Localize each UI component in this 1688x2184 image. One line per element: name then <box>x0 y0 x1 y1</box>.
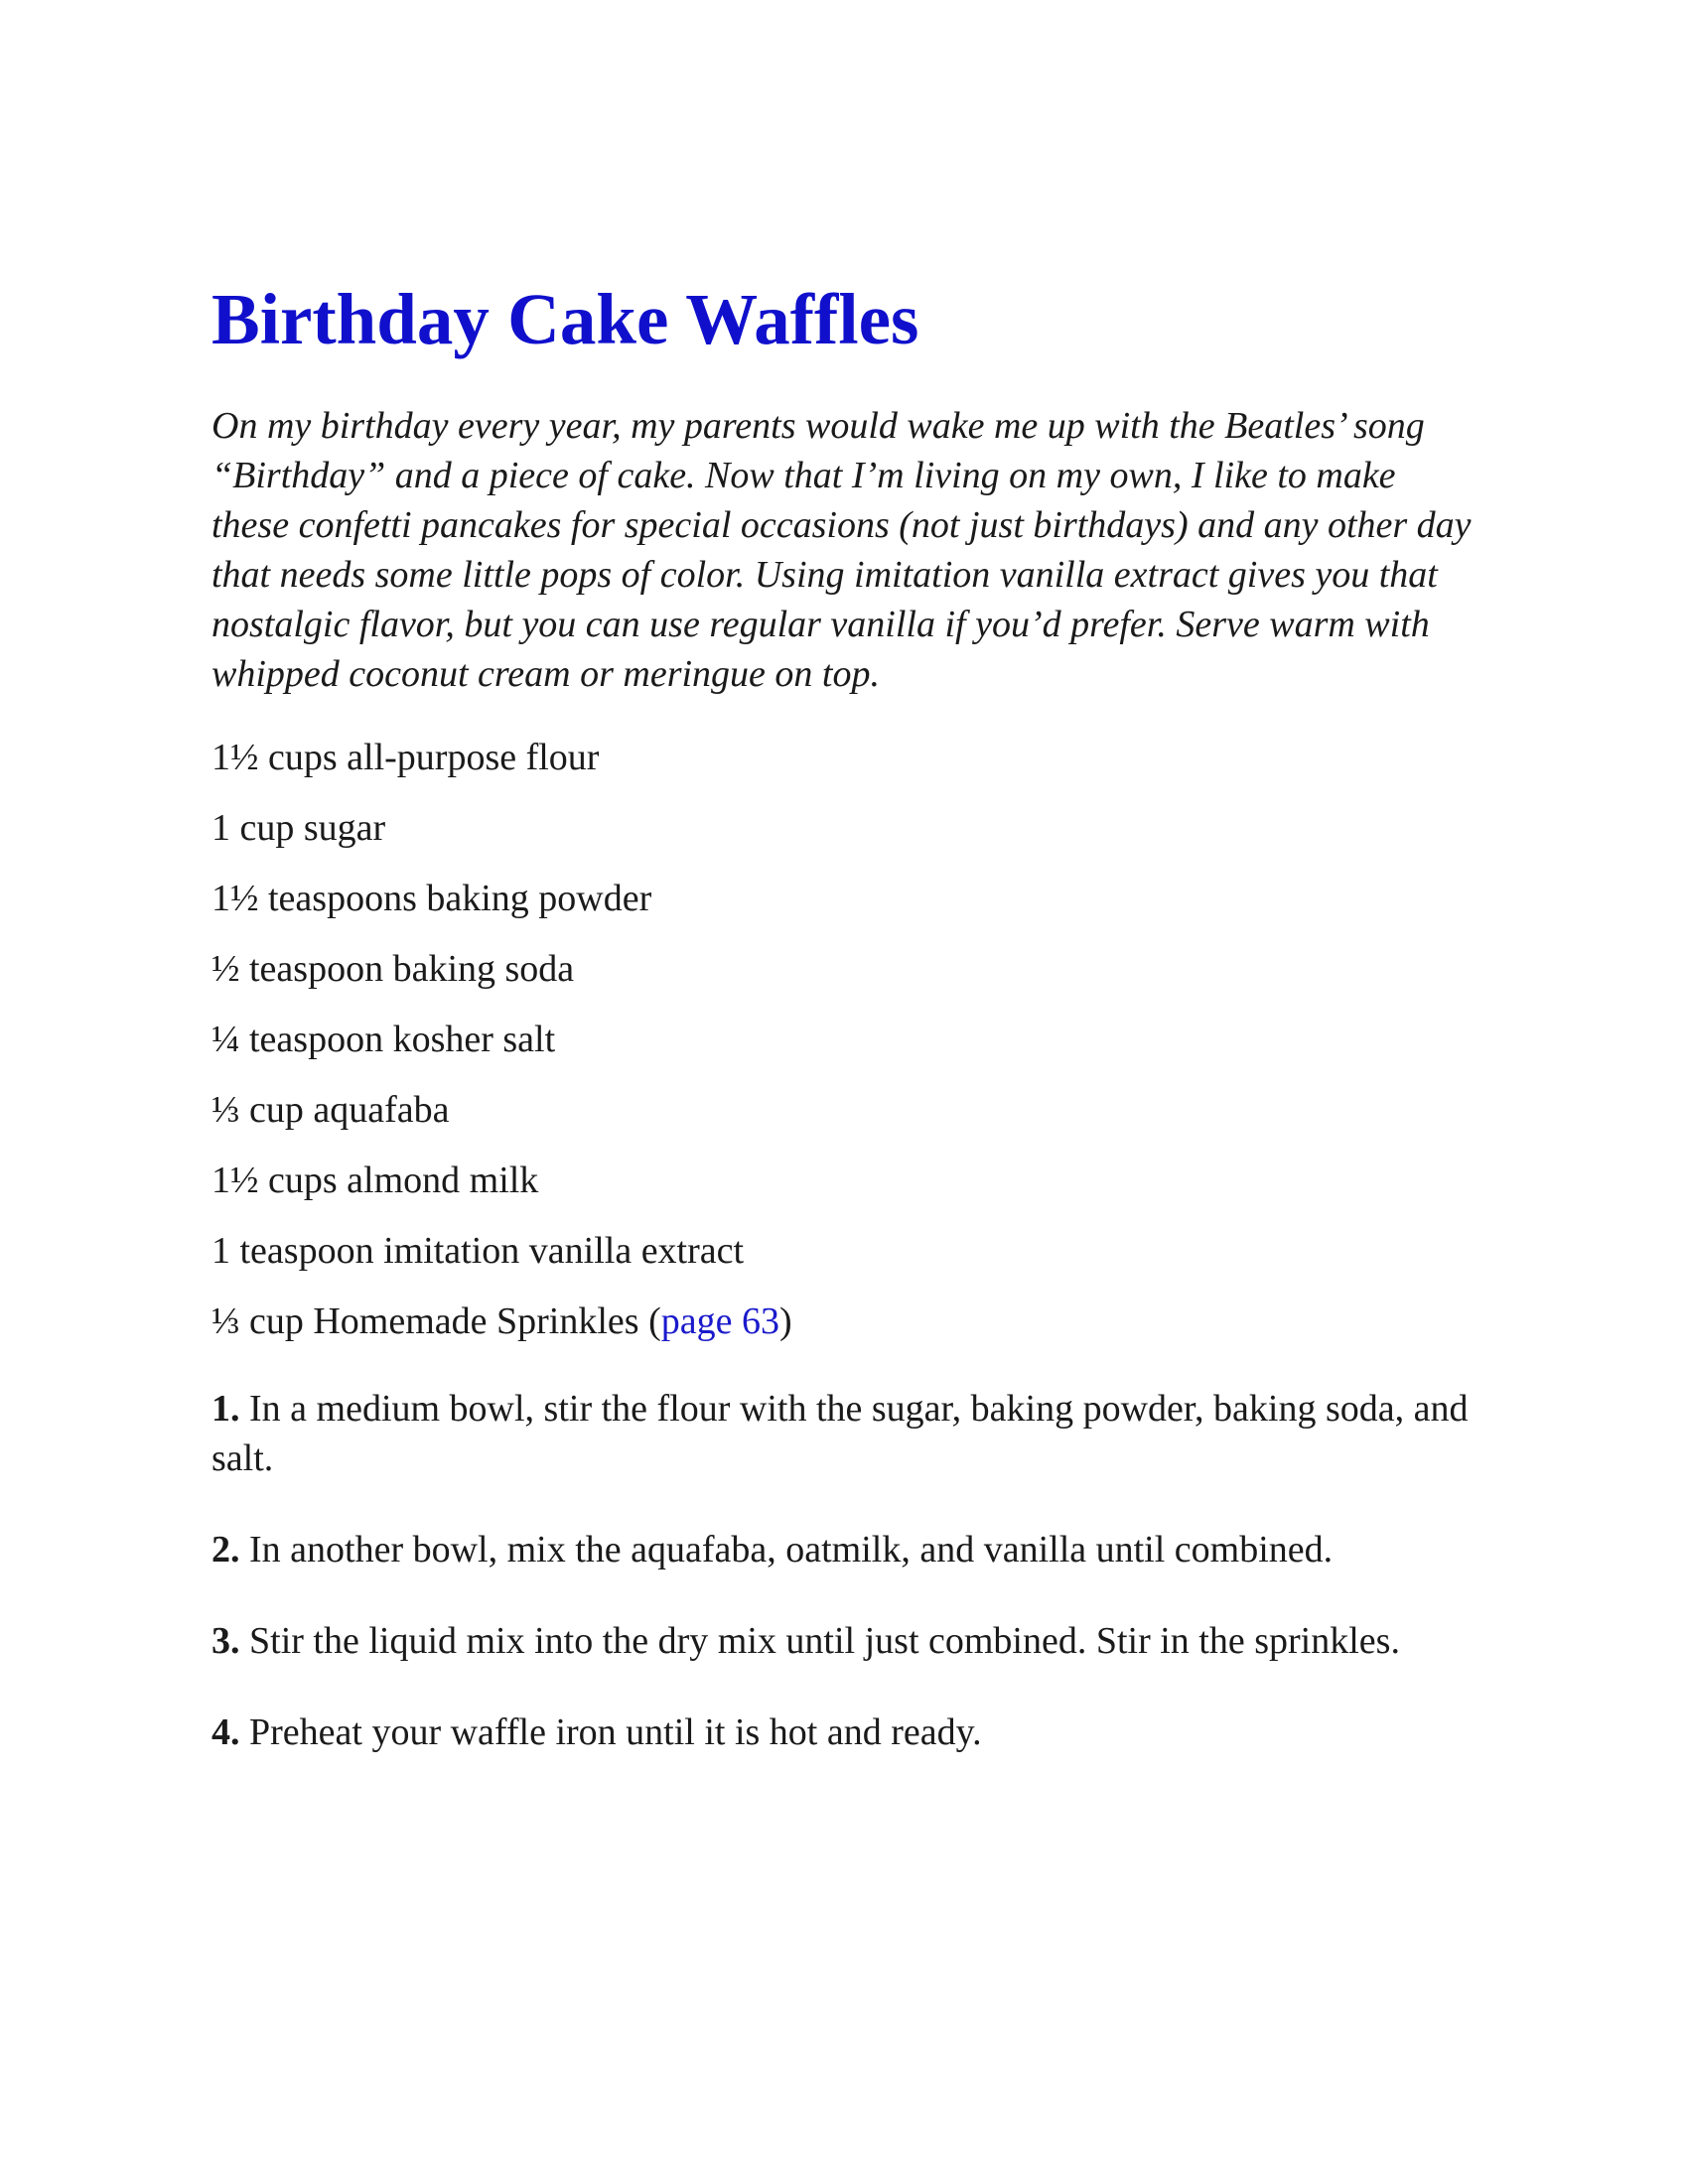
ingredient-item-sprinkles <box>211 1298 1482 1344</box>
step-item <box>211 1384 1482 1483</box>
ingredient-item: 1 cup sugar <box>211 807 386 849</box>
ingredient-item: ⅓ cup aquafaba <box>211 1089 450 1131</box>
step-number: 1. <box>211 1388 240 1430</box>
step-number: 4. <box>211 1711 240 1753</box>
ingredient-item: 1½ cups almond milk <box>211 1160 539 1201</box>
ingredient-item: 1½ teaspoons baking powder <box>211 878 652 919</box>
step-text: Stir the liquid mix into the dry mix until just combined. Stir in the sprinkles. <box>239 1620 1400 1662</box>
ingredient-item: ½ teaspoon baking soda <box>211 948 575 990</box>
recipe-title: Birthday Cake Waffles <box>211 279 919 359</box>
step-list <box>211 1384 1482 1757</box>
step-item <box>211 1616 1482 1666</box>
recipe-intro: On my birthday every year, my parents would wake me up with the Beatles’ song “Birthday” and a piece of cake. Now that I’m living on my own, I like to make these confetti pancakes for special occasions (not just birthdays) and any other day that needs some little pops of color. Using imitation vanilla extract gives you that nostalgic flavor, but you can use regular vanilla if you’d prefer. Serve warm with whipped coconut cream or meringue on top. <box>211 405 1472 695</box>
ingredient-text: ⅓ cup Homemade Sprinkles ( <box>211 1300 661 1342</box>
step-text: In a medium bowl, stir the flour with the sugar, baking powder, baking soda, and salt. <box>211 1388 1469 1479</box>
ingredient-item: ¼ teaspoon kosher salt <box>211 1019 556 1060</box>
step-item <box>211 1525 1482 1574</box>
ingredient-item: 1½ cups all-purpose flour <box>211 737 600 778</box>
recipe-page <box>211 278 1482 1799</box>
step-number: 3. <box>211 1620 240 1662</box>
page-reference-link[interactable]: page 63 <box>660 1300 779 1342</box>
ingredient-item: 1 teaspoon imitation vanilla extract <box>211 1230 745 1272</box>
step-text: Preheat your waffle iron until it is hot and ready. <box>239 1711 982 1753</box>
step-text: In another bowl, mix the aquafaba, oatmilk, and vanilla until combined. <box>239 1529 1334 1570</box>
ingredient-list <box>211 735 1482 1344</box>
step-item <box>211 1707 1482 1757</box>
ingredient-text-suffix: ) <box>778 1300 792 1342</box>
step-number: 2. <box>211 1529 240 1570</box>
